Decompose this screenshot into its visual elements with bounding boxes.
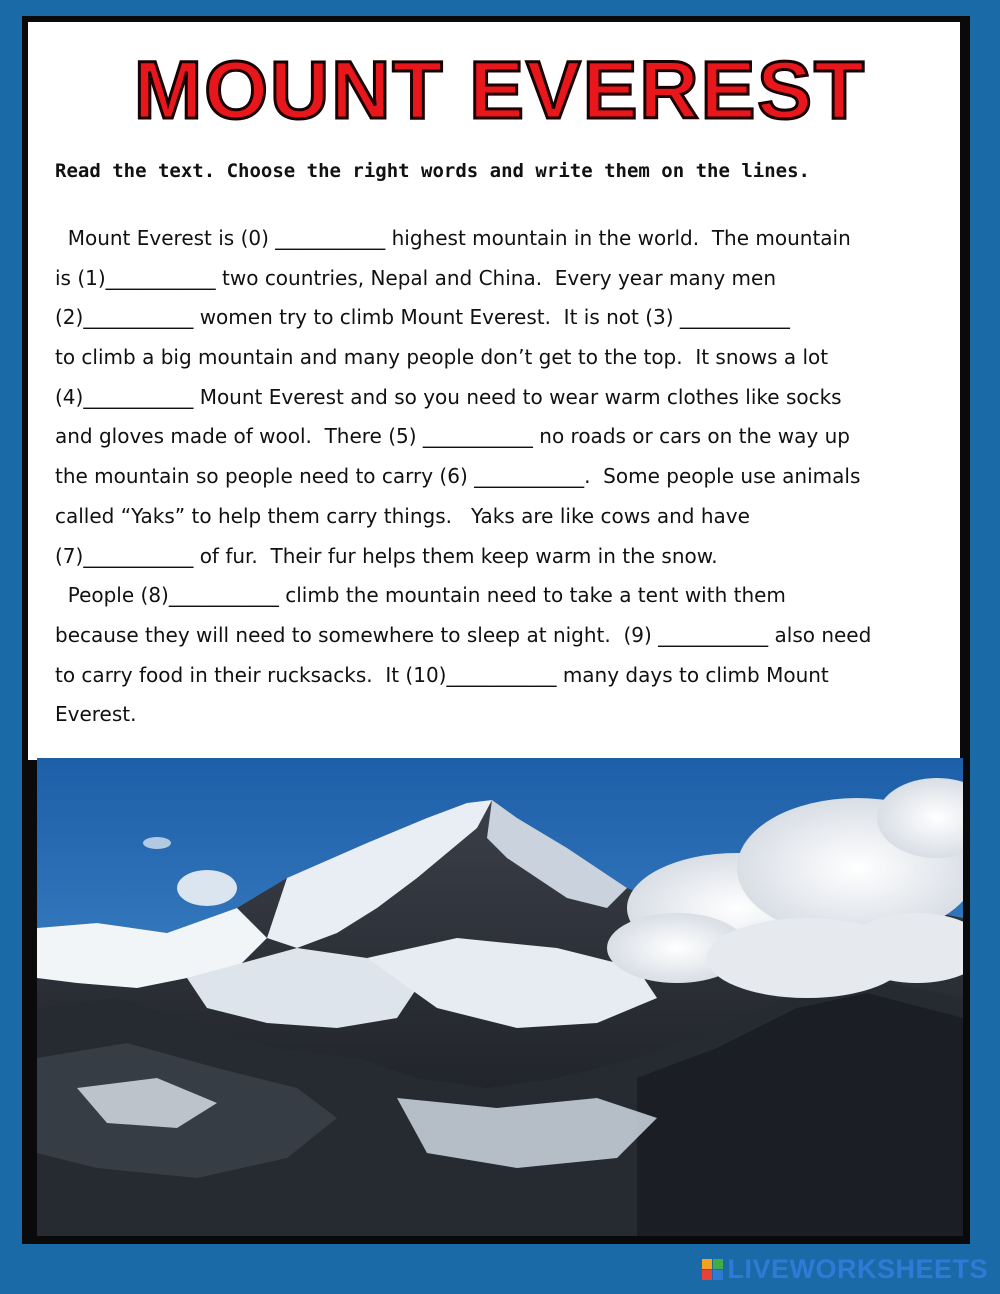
liveworksheets-logo-icon [702,1259,723,1280]
passage-line: (4)___________ Mount Everest and so you need to wear warm clothes like socks [55,384,842,409]
passage [55,222,935,738]
page-title: MOUNT EVEREST [133,45,867,136]
passage-line: People (8)___________ climb the mountain need to take a tent with them [55,583,786,608]
brand-name: LIVEWORKSHEETS [727,1253,988,1284]
passage-line: to climb a big mountain and many people don’t get to the top. It snows a lot [55,345,829,370]
logo-tile-e [713,1270,723,1280]
liveworksheets-brand[interactable] [702,1254,988,1284]
logo-tile-i [713,1259,723,1269]
passage-line: (2)___________ women try to climb Mount Everest. It is not (3) ___________ [55,305,790,330]
passage-line: Mount Everest is (0) ___________ highest mountain in the world. The mountain [55,226,851,250]
passage-line: is (1)___________ two countries, Nepal and China. Every year many men [55,265,777,290]
passage-line: called “Yaks” to help them carry things. Yaks are like cows and have [55,503,750,528]
passage-line: the mountain so people need to carry (6) ___________. Some people use animals [55,464,861,489]
logo-tile-v [702,1270,712,1280]
everest-photo [37,758,963,1236]
passage-line: and gloves made of wool. There (5) ___________ no roads or cars on the way up [55,424,850,449]
passage-line: because they will need to somewhere to sleep at night. (9) ___________ also need [55,622,872,647]
passage-line: Everest. [55,702,137,727]
passage-line: (7)___________ of fur. Their fur helps them keep warm in the snow. [55,543,718,568]
logo-tile-l [702,1259,712,1269]
instructions-text: Read the text. Choose the right words and write them on the lines. [55,160,810,182]
passage-line: to carry food in their rucksacks. It (10)___________ many days to climb Mount [55,662,829,687]
